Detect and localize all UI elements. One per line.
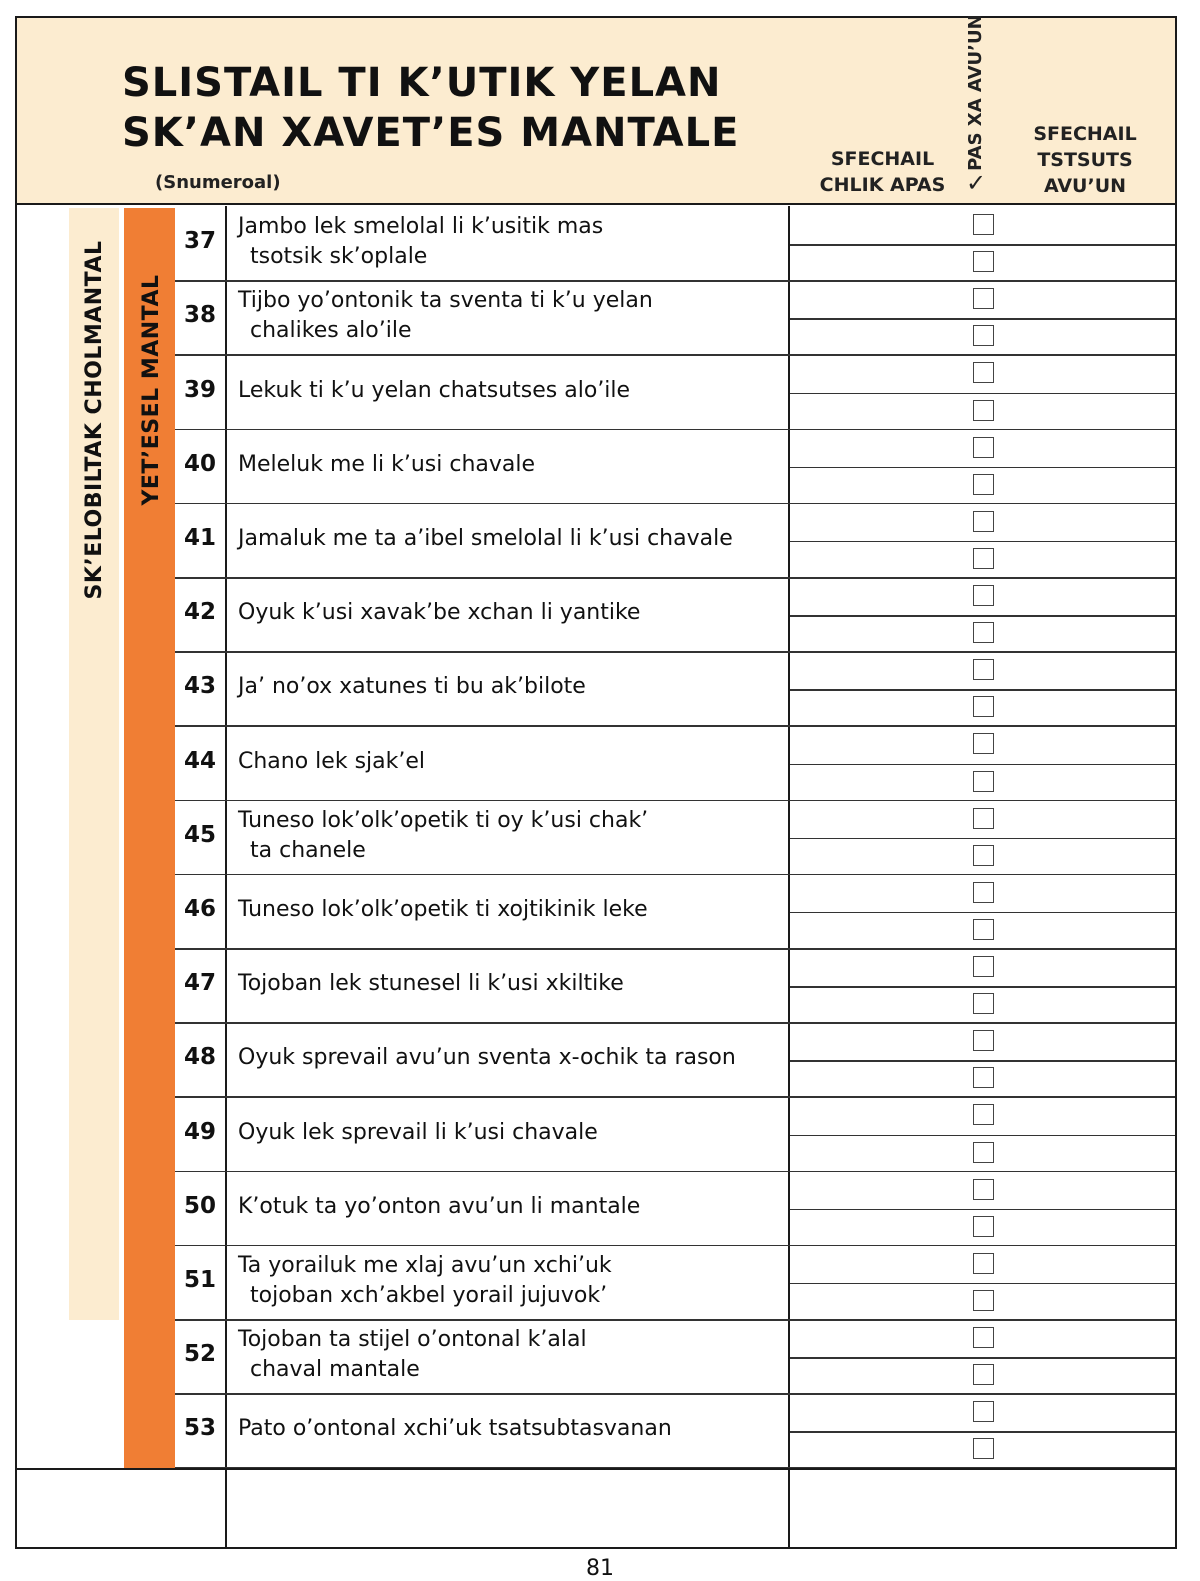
checkbox-second[interactable] bbox=[973, 1067, 994, 1088]
item-text-line: chalikes alo’ile bbox=[250, 318, 412, 344]
item-number: 38 bbox=[183, 302, 216, 329]
item-text bbox=[238, 376, 783, 406]
checkbox-first[interactable] bbox=[973, 1327, 994, 1348]
item-text bbox=[238, 1325, 783, 1385]
row-divider bbox=[175, 1393, 1175, 1395]
row-divider bbox=[175, 1319, 1175, 1321]
row-divider bbox=[175, 1022, 1175, 1024]
row-divider bbox=[175, 725, 1175, 727]
row-half-divider bbox=[790, 1357, 1175, 1359]
row-divider bbox=[175, 948, 1175, 950]
checkbox-first[interactable] bbox=[973, 362, 994, 383]
item-text-line: Oyuk lek sprevail li k’usi chavale bbox=[238, 1119, 598, 1145]
row-half-divider bbox=[790, 986, 1175, 988]
row-divider bbox=[175, 651, 1175, 653]
item-number: 50 bbox=[183, 1192, 216, 1219]
item-number: 43 bbox=[183, 673, 216, 700]
checkbox-first[interactable] bbox=[973, 659, 994, 680]
item-text bbox=[238, 1414, 783, 1444]
checkbox-first[interactable] bbox=[973, 956, 994, 977]
row-half-divider bbox=[790, 1135, 1175, 1137]
checkbox-second[interactable] bbox=[973, 1364, 994, 1385]
item-text-line: tsotsik sk’oplale bbox=[250, 244, 428, 270]
item-text bbox=[238, 969, 783, 999]
column-header-line: SFECHAIL bbox=[830, 148, 935, 170]
checkbox-second[interactable] bbox=[973, 1142, 994, 1163]
column-header-line: TSTSUTS bbox=[1037, 149, 1133, 171]
row-half-divider bbox=[790, 1283, 1175, 1285]
item-text-line: Ta yorailuk me xlaj avu’un xchi’uk bbox=[238, 1252, 612, 1278]
checkbox-second[interactable] bbox=[973, 993, 994, 1014]
item-text-line: Lekuk ti k’u yelan chatsutses alo’ile bbox=[238, 377, 631, 403]
row-divider bbox=[175, 354, 1175, 356]
checkbox-first[interactable] bbox=[973, 733, 994, 754]
column-header-line: SFECHAIL bbox=[1033, 123, 1137, 145]
checkbox-second[interactable] bbox=[973, 474, 994, 495]
item-number: 48 bbox=[183, 1044, 216, 1071]
column-header-line: AVU’UN bbox=[1043, 175, 1127, 197]
row-half-divider bbox=[790, 838, 1175, 840]
checkbox-first[interactable] bbox=[973, 1179, 994, 1200]
item-text-line: Tojoban lek stunesel li k’usi xkiltike bbox=[238, 971, 624, 997]
row-half-divider bbox=[790, 615, 1175, 617]
item-text bbox=[238, 1118, 783, 1148]
checkbox-first[interactable] bbox=[973, 1030, 994, 1051]
row-half-divider bbox=[790, 764, 1175, 766]
checkbox-second[interactable] bbox=[973, 400, 994, 421]
item-text-line: Pato o’ontonal xchi’uk tsatsubtasvanan bbox=[238, 1416, 672, 1442]
item-text bbox=[238, 598, 783, 628]
checkbox-first[interactable] bbox=[973, 882, 994, 903]
item-text-line: Tuneso lok’olk’opetik ti xojtikinik leke bbox=[238, 896, 648, 922]
checkbox-second[interactable] bbox=[973, 1438, 994, 1459]
item-text bbox=[238, 747, 783, 777]
checkbox-second[interactable] bbox=[973, 696, 994, 717]
item-text-line: Tojoban ta stijel o’ontonal k’alal bbox=[238, 1327, 587, 1353]
item-number: 37 bbox=[183, 228, 216, 255]
item-text bbox=[238, 672, 783, 702]
checkbox-first[interactable] bbox=[973, 511, 994, 532]
column-divider-text bbox=[225, 206, 227, 1548]
row-half-divider bbox=[790, 393, 1175, 395]
checkbox-second[interactable] bbox=[973, 622, 994, 643]
page-number: 81 bbox=[586, 1556, 614, 1581]
item-text-line: chaval mantale bbox=[250, 1357, 420, 1383]
item-text bbox=[238, 1251, 783, 1311]
item-text bbox=[238, 450, 783, 480]
row-half-divider bbox=[790, 467, 1175, 469]
row-half-divider bbox=[790, 912, 1175, 914]
row-divider bbox=[175, 429, 1175, 431]
page-title bbox=[122, 58, 739, 158]
checkbox-first[interactable] bbox=[973, 437, 994, 458]
checkbox-second[interactable] bbox=[973, 845, 994, 866]
checkmark-icon: ✓ bbox=[965, 168, 987, 197]
item-text-line: Chano lek sjak’el bbox=[238, 748, 425, 774]
row-half-divider bbox=[790, 689, 1175, 691]
item-text bbox=[238, 1192, 783, 1222]
checkbox-second[interactable] bbox=[973, 548, 994, 569]
row-divider bbox=[175, 1096, 1175, 1098]
item-text bbox=[238, 895, 783, 925]
column-header-line: CHLIK APAS bbox=[819, 174, 946, 196]
item-number: 51 bbox=[183, 1266, 216, 1293]
row-half-divider bbox=[790, 1431, 1175, 1433]
item-number: 39 bbox=[183, 376, 216, 403]
checkbox-first[interactable] bbox=[973, 1401, 994, 1422]
item-text bbox=[238, 1043, 783, 1073]
item-number: 42 bbox=[183, 599, 216, 626]
item-text bbox=[238, 212, 783, 272]
item-number: 41 bbox=[183, 524, 216, 551]
row-divider bbox=[175, 1171, 1175, 1173]
item-text-line: tojoban xch’akbel yorail jujuvok’ bbox=[250, 1282, 608, 1308]
column-header-line: PAS XA AVU’UN bbox=[965, 14, 986, 171]
row-divider bbox=[175, 503, 1175, 505]
row-half-divider bbox=[790, 1209, 1175, 1211]
title-line-2: SK’AN XAVET’ES MANTALE bbox=[122, 110, 740, 156]
row-divider bbox=[175, 280, 1175, 282]
item-text-line: Jamaluk me ta a’ibel smelolal li k’usi chavale bbox=[238, 525, 733, 551]
item-number: 46 bbox=[183, 895, 216, 922]
item-text-line: Oyuk sprevail avu’un sventa x-ochik ta rason bbox=[238, 1045, 736, 1071]
item-text-line: ta chanele bbox=[250, 837, 366, 863]
item-text-line: Jambo lek smelolal li k’usitik mas bbox=[238, 214, 604, 240]
row-half-divider bbox=[790, 244, 1175, 246]
item-text-line: K’otuk ta yo’onton avu’un li mantale bbox=[238, 1193, 641, 1219]
item-text-line: Ja’ no’ox xatunes ti bu ak’bilote bbox=[238, 674, 586, 700]
item-text-line: Tijbo yo’ontonik ta sventa ti k’u yelan bbox=[238, 288, 653, 314]
item-text-line: Oyuk k’usi xavak’be xchan li yantike bbox=[238, 600, 641, 626]
checkbox-first[interactable] bbox=[973, 214, 994, 235]
row-half-divider bbox=[790, 318, 1175, 320]
outer-category-label: SK’ELOBILTAK CHOLMANTAL bbox=[82, 240, 107, 600]
checkbox-first[interactable] bbox=[973, 585, 994, 606]
column-divider-chlik bbox=[788, 206, 790, 1548]
checkbox-second[interactable] bbox=[973, 919, 994, 940]
inner-category-label: YET’ESEL MANTAL bbox=[139, 274, 164, 506]
row-half-divider bbox=[790, 1060, 1175, 1062]
row-divider bbox=[175, 874, 1175, 876]
row-divider bbox=[175, 577, 1175, 579]
row-divider bbox=[175, 1245, 1175, 1247]
checkbox-second[interactable] bbox=[973, 325, 994, 346]
table-bottom-line bbox=[17, 1468, 1175, 1470]
item-text bbox=[238, 806, 783, 866]
item-text-line: Tuneso lok’olk’opetik ti oy k’usi chak’ bbox=[238, 807, 649, 833]
item-number: 45 bbox=[183, 821, 216, 848]
column-header-pas-xa-avuun bbox=[964, 14, 988, 197]
checkbox-first[interactable] bbox=[973, 288, 994, 309]
item-number: 40 bbox=[183, 450, 216, 477]
item-number: 47 bbox=[183, 970, 216, 997]
checkbox-second[interactable] bbox=[973, 771, 994, 792]
column-header-chlik-apas bbox=[795, 146, 970, 198]
checkbox-second[interactable] bbox=[973, 1290, 994, 1311]
column-header-tstsuts-avuun bbox=[1000, 121, 1170, 199]
item-number: 52 bbox=[183, 1341, 216, 1368]
item-text-line: Meleluk me li k’usi chavale bbox=[238, 451, 536, 477]
checkbox-first[interactable] bbox=[973, 1253, 994, 1274]
item-number: 53 bbox=[183, 1415, 216, 1442]
title-line-1: SLISTAIL TI K’UTIK YELAN bbox=[122, 60, 722, 106]
item-text bbox=[238, 524, 783, 554]
page-subtitle: (Snumeroal) bbox=[155, 172, 281, 193]
item-number: 44 bbox=[183, 747, 216, 774]
checkbox-first[interactable] bbox=[973, 1104, 994, 1125]
row-half-divider bbox=[790, 541, 1175, 543]
checkbox-first[interactable] bbox=[973, 808, 994, 829]
checkbox-second[interactable] bbox=[973, 251, 994, 272]
row-divider bbox=[175, 800, 1175, 802]
item-text bbox=[238, 286, 783, 346]
item-number: 49 bbox=[183, 1118, 216, 1145]
checkbox-second[interactable] bbox=[973, 1216, 994, 1237]
